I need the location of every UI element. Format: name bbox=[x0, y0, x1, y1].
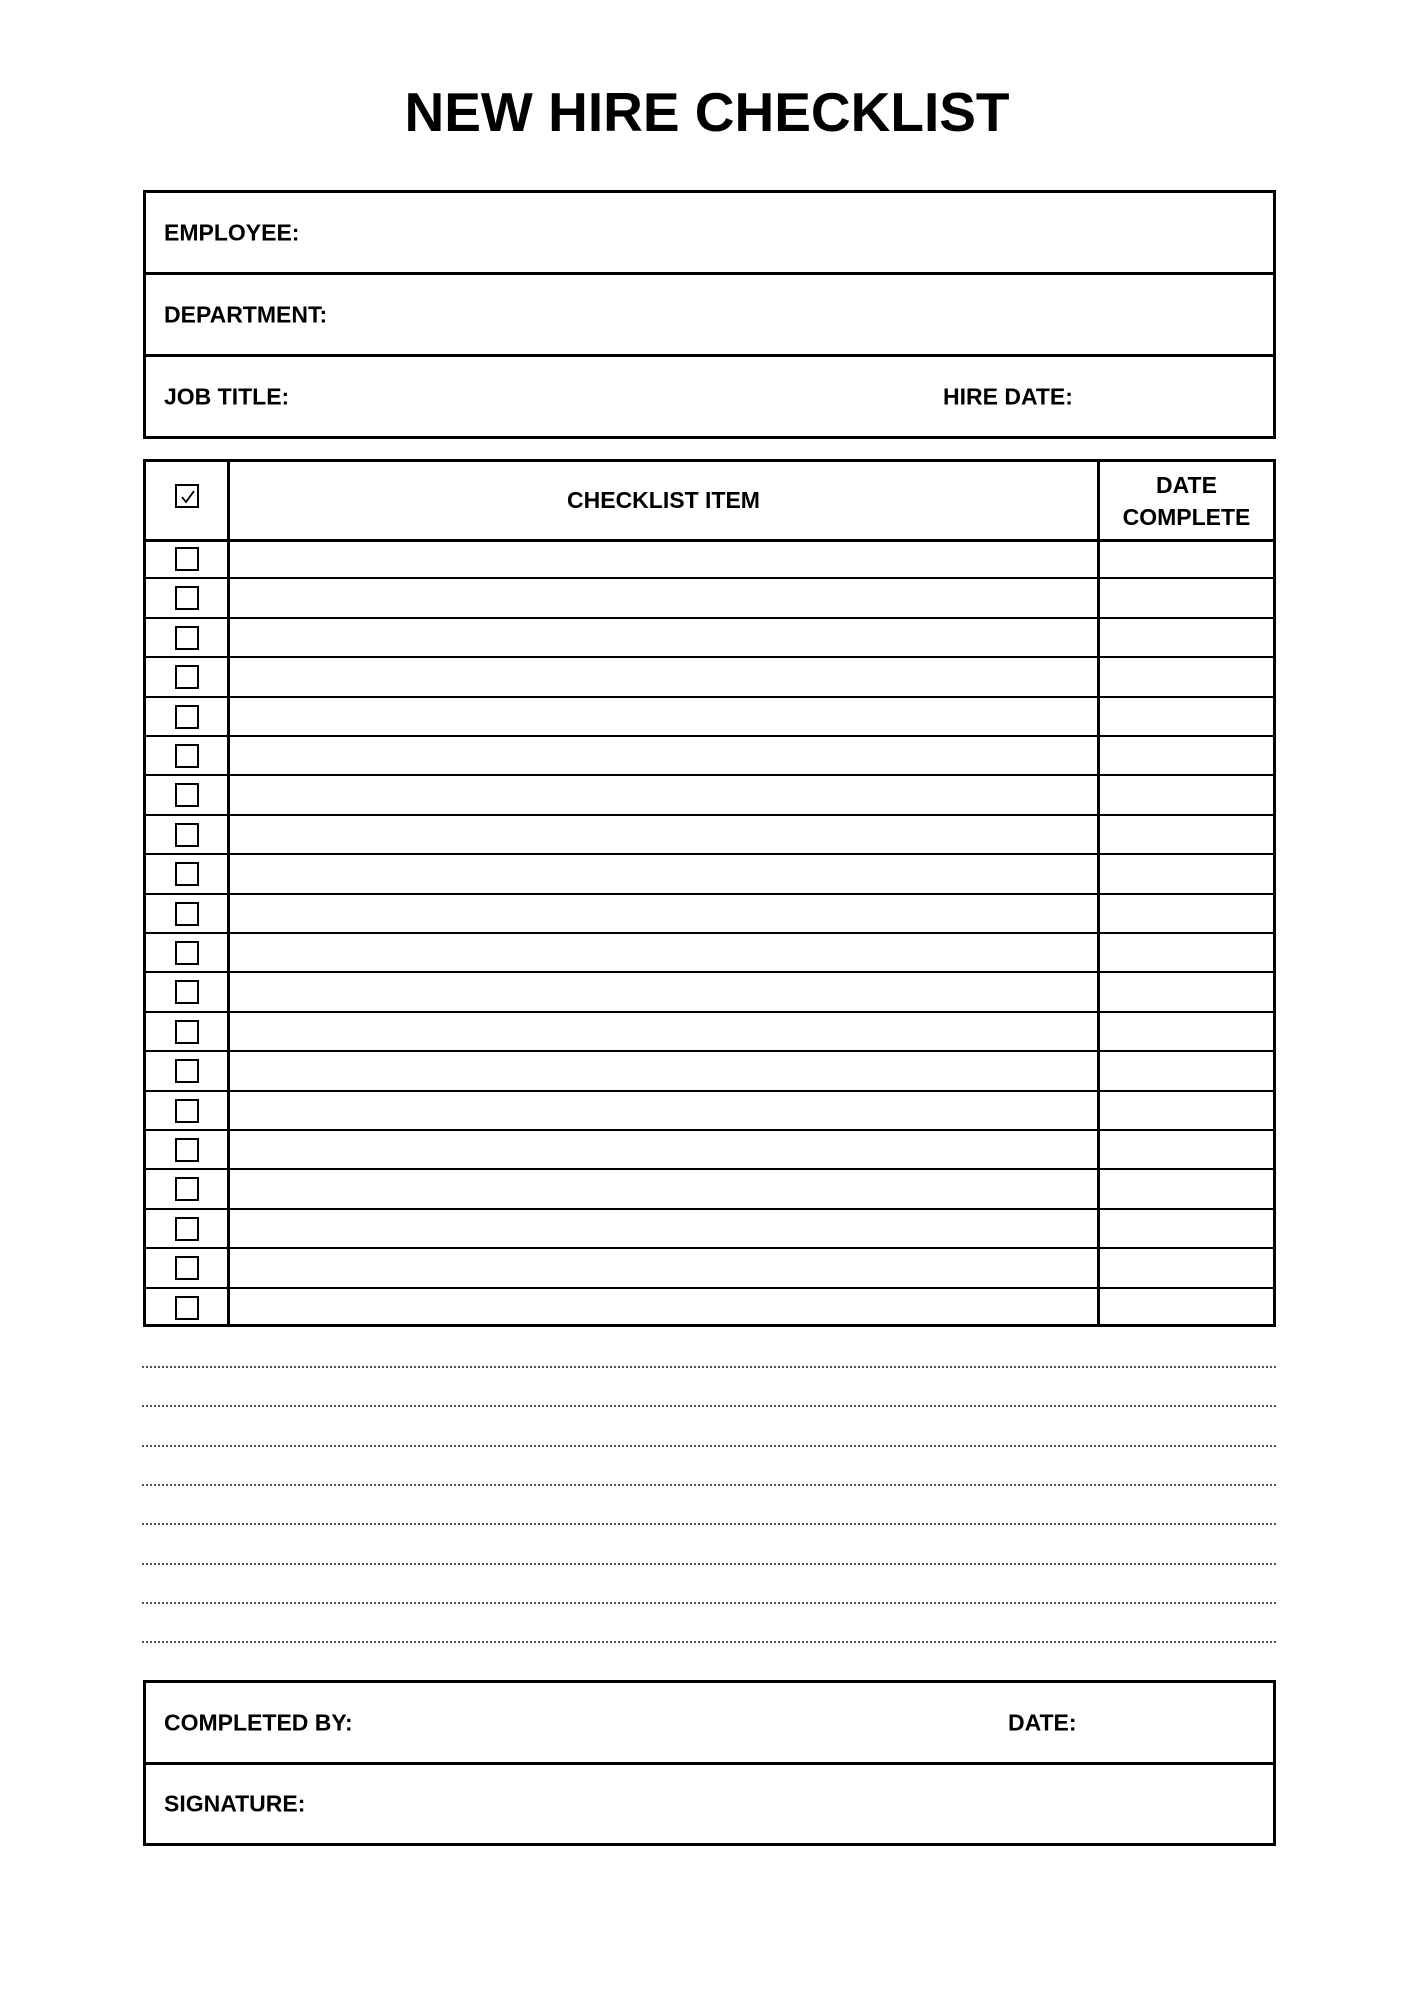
job-title-row[interactable] bbox=[146, 357, 1273, 436]
checkbox-icon[interactable] bbox=[175, 1256, 199, 1280]
job-title-label: JOB TITLE: bbox=[164, 383, 290, 409]
checklist-header bbox=[146, 462, 1273, 542]
header-check-cell bbox=[146, 462, 227, 539]
note-line[interactable] bbox=[142, 1563, 1276, 1565]
header-date-line1: DATE bbox=[1156, 471, 1217, 498]
header-date-line2: COMPLETE bbox=[1122, 503, 1251, 530]
checkbox-icon[interactable] bbox=[175, 1296, 199, 1320]
note-line[interactable] bbox=[142, 1484, 1276, 1486]
checkbox-icon[interactable] bbox=[175, 1138, 199, 1162]
checklist-row bbox=[146, 539, 1273, 578]
signature-box bbox=[143, 1680, 1276, 1846]
checklist-row bbox=[146, 854, 1273, 893]
note-line[interactable] bbox=[142, 1405, 1276, 1407]
checklist-row bbox=[146, 1248, 1273, 1287]
checkbox-icon[interactable] bbox=[175, 980, 199, 1004]
checkbox-icon[interactable] bbox=[175, 626, 199, 650]
checkbox-icon[interactable] bbox=[175, 783, 199, 807]
header-date-complete bbox=[1100, 462, 1273, 539]
checklist-row bbox=[146, 657, 1273, 696]
checkbox-icon[interactable] bbox=[175, 823, 199, 847]
checklist-row bbox=[146, 578, 1273, 617]
checklist-row bbox=[146, 972, 1273, 1011]
checklist-row bbox=[146, 1169, 1273, 1208]
checklist-row bbox=[146, 697, 1273, 736]
checklist-row bbox=[146, 815, 1273, 854]
checkbox-icon[interactable] bbox=[175, 744, 199, 768]
note-line[interactable] bbox=[142, 1602, 1276, 1604]
checklist-row bbox=[146, 775, 1273, 814]
checkbox-icon[interactable] bbox=[175, 547, 199, 571]
checkbox-icon[interactable] bbox=[175, 862, 199, 886]
note-line[interactable] bbox=[142, 1641, 1276, 1643]
checklist-row bbox=[146, 1012, 1273, 1051]
checklist-row bbox=[146, 1209, 1273, 1248]
signature-row[interactable] bbox=[146, 1765, 1273, 1843]
checkbox-icon[interactable] bbox=[175, 586, 199, 610]
checkbox-icon[interactable] bbox=[175, 1059, 199, 1083]
checklist-row bbox=[146, 1051, 1273, 1090]
checkbox-icon[interactable] bbox=[175, 705, 199, 729]
checked-box-icon bbox=[175, 484, 199, 508]
checkbox-icon[interactable] bbox=[175, 941, 199, 965]
checklist-row bbox=[146, 933, 1273, 972]
checklist-row bbox=[146, 736, 1273, 775]
completed-by-label: COMPLETED BY: bbox=[164, 1709, 353, 1735]
checkbox-icon[interactable] bbox=[175, 1020, 199, 1044]
department-label: DEPARTMENT: bbox=[164, 301, 328, 327]
note-line[interactable] bbox=[142, 1523, 1276, 1525]
checklist-table bbox=[143, 459, 1276, 1327]
checkbox-icon[interactable] bbox=[175, 1099, 199, 1123]
page-title: NEW HIRE CHECKLIST bbox=[404, 81, 1010, 143]
employee-info-box bbox=[143, 190, 1276, 439]
checkbox-icon[interactable] bbox=[175, 902, 199, 926]
employee-label: EMPLOYEE: bbox=[164, 219, 300, 245]
header-checklist-item: CHECKLIST ITEM bbox=[567, 487, 760, 513]
checkbox-icon[interactable] bbox=[175, 1177, 199, 1201]
note-line[interactable] bbox=[142, 1445, 1276, 1447]
department-row[interactable] bbox=[146, 275, 1273, 357]
checklist-row bbox=[146, 894, 1273, 933]
hire-date-label: HIRE DATE: bbox=[943, 383, 1073, 409]
date-label: DATE: bbox=[1008, 1709, 1077, 1735]
completed-by-row[interactable] bbox=[146, 1683, 1273, 1765]
checklist-row bbox=[146, 618, 1273, 657]
checklist-row bbox=[146, 1091, 1273, 1130]
checkbox-icon[interactable] bbox=[175, 665, 199, 689]
checkbox-icon[interactable] bbox=[175, 1217, 199, 1241]
employee-row[interactable] bbox=[146, 193, 1273, 275]
checklist-row bbox=[146, 1288, 1273, 1327]
checklist-row bbox=[146, 1130, 1273, 1169]
note-line[interactable] bbox=[142, 1366, 1276, 1368]
signature-label: SIGNATURE: bbox=[164, 1790, 306, 1817]
